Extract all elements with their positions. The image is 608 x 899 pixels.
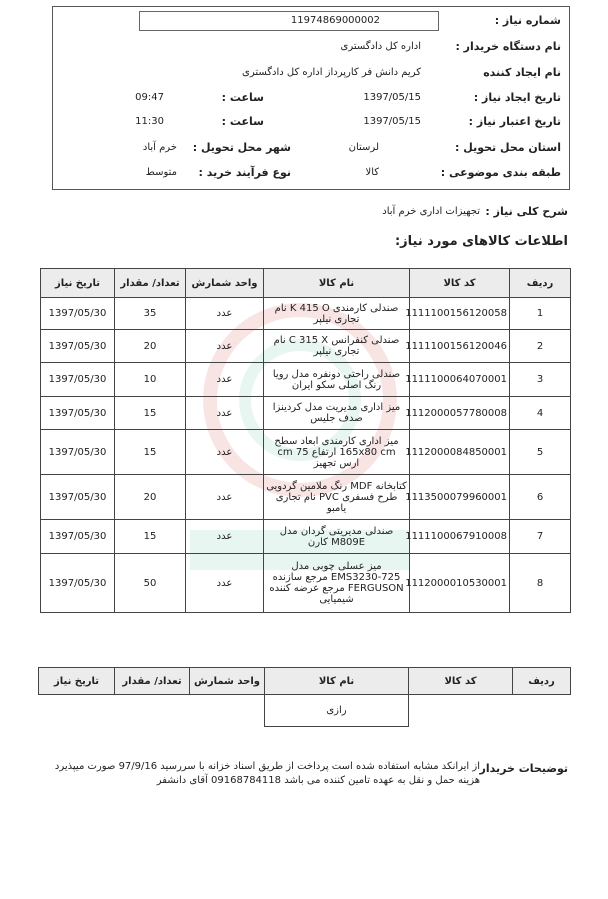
items-table (40, 268, 571, 613)
item-name: صندلی راحتی دونفره مدل رویا رنگ اصلی سکو ایران (264, 363, 410, 397)
created-time-value: 09:47 (135, 92, 164, 103)
item-date: 1397/05/30 (41, 520, 115, 554)
created-row (53, 87, 569, 109)
row-number: 8 (510, 554, 571, 613)
items-table-header (41, 269, 571, 298)
item-name: میز عسلی چوبی مدل EMS3230-725 مرجع سازنده FERGUSON مرجع عرضه کننده شیمیایی (264, 554, 410, 613)
item-quantity: 15 (115, 397, 186, 430)
item-name: میز اداری مدیریت مدل کردینزا صدف جلیس (264, 397, 410, 430)
item-unit: عدد (186, 430, 264, 475)
header-unit: واحد شمارش (190, 668, 265, 695)
item-unit: عدد (186, 475, 264, 520)
item-code: 1112000057780008 (410, 397, 510, 430)
item-unit: عدد (186, 298, 264, 330)
city-label: شهر محل تحویل : (192, 141, 291, 154)
item-code: 1111100064070001 (410, 363, 510, 397)
item-quantity: 35 (115, 298, 186, 330)
empty-cell (115, 695, 190, 727)
validity-date-label: تاریخ اعتبار نیاز : (468, 115, 561, 128)
secondary-table-header (39, 668, 571, 695)
item-quantity: 50 (115, 554, 186, 613)
item-unit: عدد (186, 554, 264, 613)
created-date-label: تاریخ ایجاد نیاز : (473, 91, 561, 104)
item-name: میز اداری کارمندی ابعاد سطح 165x80 cm ارتفاع 75 cm ارس تجهیز (264, 430, 410, 475)
created-time-label: ساعت : (221, 91, 264, 104)
category-label: طبقه بندی موضوعی : (440, 166, 561, 179)
validity-time-value: 11:30 (135, 116, 164, 127)
item-date: 1397/05/30 (41, 363, 115, 397)
item-quantity: 20 (115, 475, 186, 520)
item-name: کتابخانه MDF رنگ ملامین گردویی طرح فسفری PVC نام تجاری یامبو (264, 475, 410, 520)
creator-label: نام ایجاد کننده (483, 66, 561, 79)
empty-cell (39, 695, 115, 727)
header-row-number: ردیف (510, 269, 571, 298)
category-value: کالا (365, 167, 379, 178)
table-row (41, 430, 571, 475)
table-row (41, 397, 571, 430)
header-unit: واحد شمارش (186, 269, 264, 298)
table-row (41, 363, 571, 397)
row-number: 6 (510, 475, 571, 520)
item-unit: عدد (186, 397, 264, 430)
header-item-name: نام کالا (265, 668, 409, 695)
validity-date-value: 1397/05/15 (363, 116, 421, 127)
row-number: 3 (510, 363, 571, 397)
item-code: 1112000084850001 (410, 430, 510, 475)
table-row (39, 695, 571, 727)
item-quantity: 15 (115, 520, 186, 554)
header-item-name: نام کالا (264, 269, 410, 298)
item-name: صندلی مدیریتی گردان مدل M809E کارن (264, 520, 410, 554)
buyer-notes-text: از ایرانکد مشابه استفاده شده است پرداخت از طریق اسناد خزانه با سررسید 97/9/16 صورت میپذیرد هزینه حمل و نقل به عهده تامین کننده می باشد 09168784118 آقای دانشفر (54, 761, 480, 786)
row-number: 1 (510, 298, 571, 330)
row-number: 4 (510, 397, 571, 430)
need-number-row (53, 10, 569, 32)
need-info-box (52, 6, 570, 190)
buyer-row (53, 36, 569, 58)
header-need-date: تاریخ نیاز (41, 269, 115, 298)
item-quantity: 20 (115, 330, 186, 363)
buyer-notes-label: توضیحات خریدار (479, 762, 568, 775)
validity-time-label: ساعت : (221, 115, 264, 128)
item-code: 1111100156120046 (410, 330, 510, 363)
empty-cell (513, 695, 571, 727)
need-number-value: 11974869000002 (290, 15, 380, 26)
row-number: 2 (510, 330, 571, 363)
creator-row (53, 62, 569, 84)
need-number-field (139, 11, 439, 31)
category-row (53, 162, 569, 184)
table-row (41, 520, 571, 554)
secondary-items-table (38, 667, 571, 727)
header-quantity: تعداد/ مقدار (115, 269, 186, 298)
item-unit: عدد (186, 363, 264, 397)
item-name: رازی (265, 695, 409, 727)
item-code: 1111100156120058 (410, 298, 510, 330)
item-code: 1112000010530001 (410, 554, 510, 613)
header-quantity: تعداد/ مقدار (115, 668, 190, 695)
item-date: 1397/05/30 (41, 554, 115, 613)
table-row (41, 298, 571, 330)
summary-value: تجهیزات اداری خرم آباد (382, 206, 480, 217)
item-date: 1397/05/30 (41, 397, 115, 430)
item-date: 1397/05/30 (41, 475, 115, 520)
process-label: نوع فرآیند خرید : (198, 166, 291, 179)
item-unit: عدد (186, 330, 264, 363)
buyer-value: اداره کل دادگستری (340, 41, 421, 52)
creator-value: کریم دانش فر کارپرداز اداره کل دادگستری (242, 67, 421, 78)
item-name: صندلی کارمندی K 415 O نام تجاری نیلپر (264, 298, 410, 330)
header-item-code: کد کالا (410, 269, 510, 298)
header-need-date: تاریخ نیاز (39, 668, 115, 695)
table-row (41, 330, 571, 363)
row-number: 5 (510, 430, 571, 475)
city-value: خرم آباد (142, 142, 177, 153)
item-code: 1113500079960001 (410, 475, 510, 520)
created-date-value: 1397/05/15 (363, 92, 421, 103)
need-number-label: شماره نیاز : (494, 14, 561, 27)
process-value: متوسط (145, 167, 177, 178)
items-section-title: اطلاعات کالاهای مورد نیاز: (394, 234, 568, 249)
header-row-number: ردیف (513, 668, 571, 695)
buyer-label: نام دستگاه خریدار : (455, 40, 561, 53)
row-number: 7 (510, 520, 571, 554)
province-label: استان محل تحویل : (455, 141, 561, 154)
summary-label: شرح کلی نیاز : (485, 205, 568, 218)
empty-cell (190, 695, 265, 727)
item-name: صندلی کنفرانس C 315 X نام تجاری نیلپر (264, 330, 410, 363)
item-date: 1397/05/30 (41, 298, 115, 330)
item-code: 1111100067910008 (410, 520, 510, 554)
item-unit: عدد (186, 520, 264, 554)
header-item-code: کد کالا (409, 668, 513, 695)
item-date: 1397/05/30 (41, 330, 115, 363)
province-value: لرستان (348, 142, 379, 153)
validity-row (53, 111, 569, 133)
item-quantity: 15 (115, 430, 186, 475)
item-quantity: 10 (115, 363, 186, 397)
table-row (41, 554, 571, 613)
empty-cell (409, 695, 513, 727)
delivery-row (53, 137, 569, 159)
table-row (41, 475, 571, 520)
item-date: 1397/05/30 (41, 430, 115, 475)
